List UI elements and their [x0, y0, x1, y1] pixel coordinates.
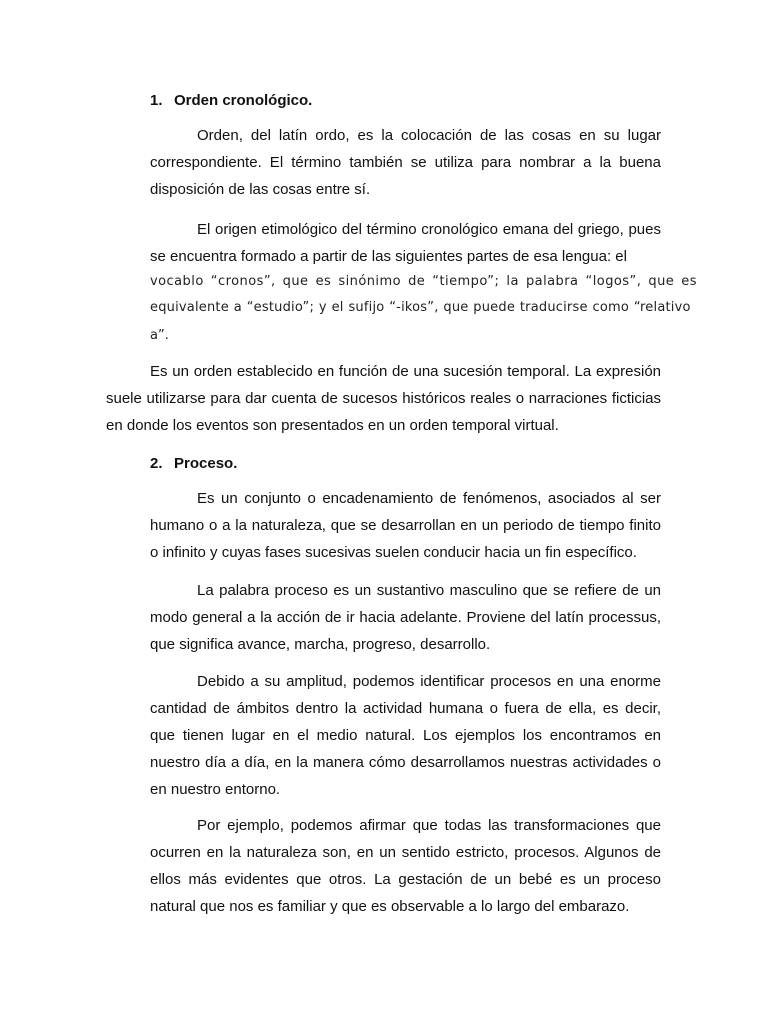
section-1-closing-paragraph: Es un orden establecido en función de una sucesión temporal. La expresión suele utilizarse para dar cuenta de sucesos históricos reales o narraciones ficticias en donde los eventos son presentados en un orden temporal virtual. — [106, 363, 661, 434]
section-2-heading — [150, 454, 237, 474]
section-1-quoted-line-2: equivalente a “estudio”; y el sufijo “-ikos”, que puede traducirse como “relativo — [150, 300, 691, 315]
section-1-title: Orden cronológico. — [174, 92, 313, 109]
section-2-paragraph-4: Por ejemplo, podemos afirmar que todas las transformaciones que ocurren en la naturaleza son, en un sentido estricto, procesos. Algunos de ellos más evidentes que otros. La gestación de un bebé es un proceso natural que nos es familiar y que es observable a lo largo del embarazo. — [150, 817, 661, 915]
section-1-heading — [150, 91, 312, 111]
section-1-number: 1. — [150, 92, 163, 109]
section-1-paragraph-1: Orden, del latín ordo, es la colocación de las cosas en su lugar correspondiente. El término también se utiliza para nombrar a la buena disposición de las cosas entre sí. — [150, 127, 661, 198]
section-2-paragraph-2: La palabra proceso es un sustantivo masculino que se refiere de un modo general a la acción de ir hacia adelante. Proviene del latín processus, que significa avance, marcha, progreso, desarrollo. — [150, 582, 661, 653]
section-2-paragraph-1: Es un conjunto o encadenamiento de fenómenos, asociados al ser humano o a la naturaleza, que se desarrollan en un periodo de tiempo finito o infinito y cuyas fases sucesivas suelen conducir hacia un fin específico. — [150, 490, 661, 561]
section-1-quoted-line-1: vocablo “cronos”, que es sinónimo de “tiempo”; la palabra “logos”, que es — [150, 274, 697, 289]
section-1-quoted-line-3: a”. — [150, 328, 169, 343]
section-2-number: 2. — [150, 455, 163, 472]
section-2-paragraph-3: Debido a su amplitud, podemos identificar procesos en una enorme cantidad de ámbitos dentro la actividad humana o fuera de ella, es decir, que tienen lugar en el medio natural. Los ejemplos los encontramos en nuestro día a día, en la manera cómo desarrollamos nuestras actividades o en nuestro entorno. — [150, 673, 661, 798]
section-1-paragraph-2: El origen etimológico del término cronológico emana del griego, pues se encuentra formado a partir de las siguientes partes de esa lengua: el — [150, 221, 661, 265]
section-2-title: Proceso. — [174, 455, 238, 472]
